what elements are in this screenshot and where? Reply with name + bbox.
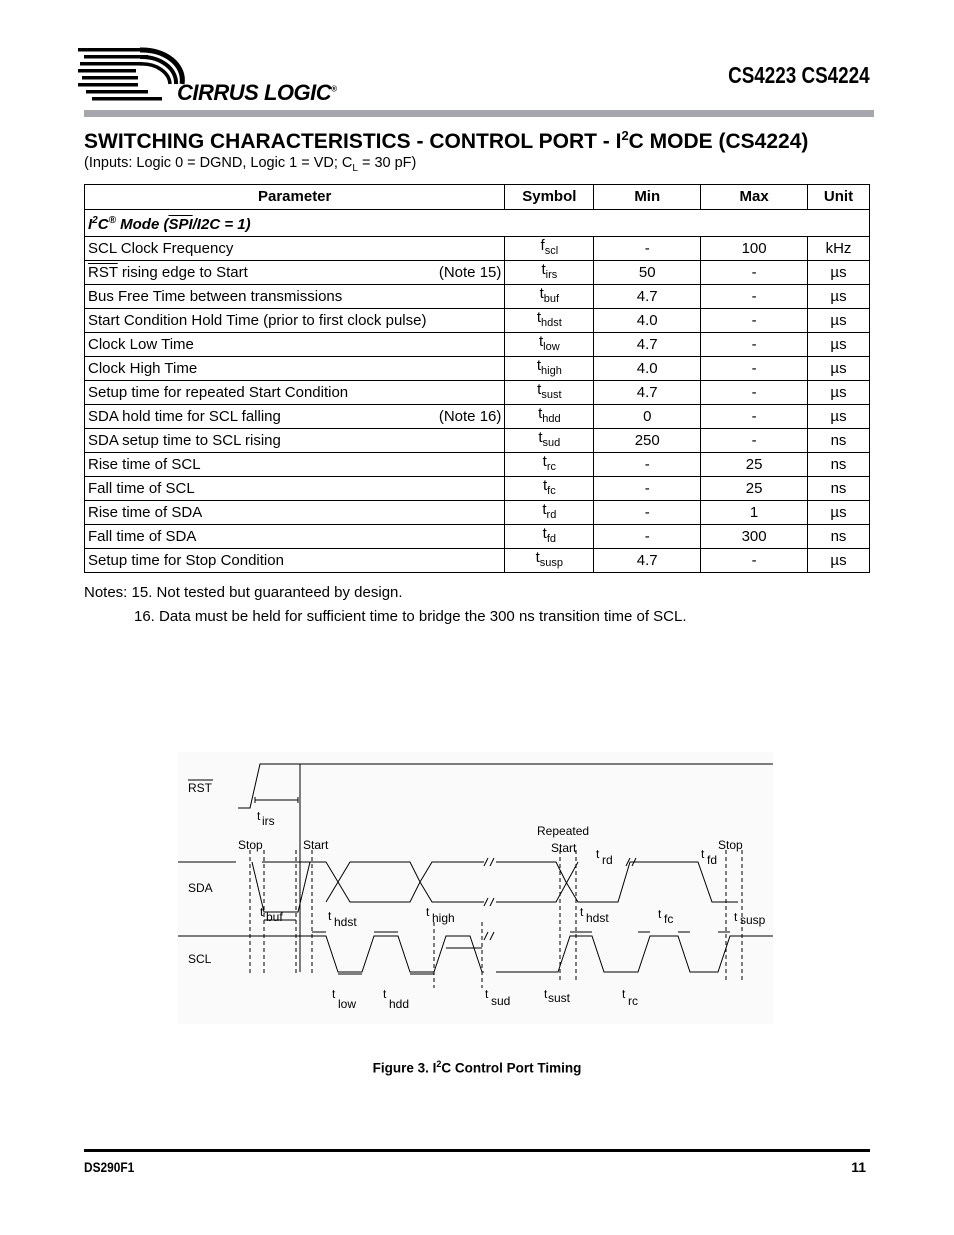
cell-unit: µs (808, 405, 870, 429)
table-row (85, 357, 870, 381)
header-parameter: Parameter (85, 185, 505, 210)
cell-max: - (701, 285, 808, 309)
cell-min: - (594, 501, 701, 525)
mode-i: I (88, 216, 93, 233)
cell-symbol (505, 237, 594, 261)
label-tsud: sud (491, 994, 511, 1008)
label-thdd: hdd (389, 997, 410, 1011)
inputs-post: = 30 pF) (357, 155, 417, 171)
caption-pre: Figure 3. I (372, 1060, 437, 1076)
notes (84, 581, 687, 629)
document-title: CS4223 CS4224 (728, 62, 870, 88)
footer-rule (84, 1149, 870, 1152)
cell-symbol (505, 357, 594, 381)
cell-unit: µs (808, 285, 870, 309)
footer-page-number: 11 (851, 1159, 866, 1175)
cell-unit: µs (808, 381, 870, 405)
timing-waveforms (178, 764, 773, 988)
table-row (85, 501, 870, 525)
param-name: rising edge to Start (117, 263, 248, 281)
t-hdst-t: t (328, 909, 332, 923)
cell-min: - (594, 453, 701, 477)
signal-rst: RST (188, 781, 212, 795)
t-high-t: t (426, 905, 430, 919)
cell-max: - (701, 261, 808, 285)
table-row (85, 261, 870, 285)
cell-min: - (594, 237, 701, 261)
t-fc-t: t (658, 907, 662, 921)
symbol-sub: hdst (541, 317, 562, 329)
t-susp-t: t (734, 910, 738, 924)
table-row (85, 477, 870, 501)
symbol-sub: sud (542, 437, 561, 449)
inputs-condition (84, 155, 416, 174)
inputs-pre: (Inputs: Logic 0 = DGND, Logic 1 = VD; C (84, 155, 353, 171)
note-15: Notes: 15. Not tested but guaranteed by design. (84, 584, 403, 601)
signal-scl: SCL (188, 952, 212, 966)
cell-parameter (85, 405, 505, 429)
symbol-letter: t (541, 261, 546, 278)
event-start: Start (303, 838, 329, 852)
table-row (85, 285, 870, 309)
symbol-sub: irs (545, 269, 558, 281)
table-row (85, 237, 870, 261)
cell-parameter (85, 309, 505, 333)
label-tsusp: susp (740, 913, 766, 927)
cell-symbol (505, 381, 594, 405)
signal-sda: SDA (188, 881, 213, 895)
section-title-pre: SWITCHING CHARACTERISTICS - CONTROL PORT - I (84, 130, 622, 153)
note-16: 16. Data must be held for sufficient time to bridge the 300 ns transition time of SCL. (134, 608, 687, 625)
table-row (85, 333, 870, 357)
cell-parameter (85, 381, 505, 405)
symbol-letter: t (539, 285, 544, 302)
cell-symbol (505, 285, 594, 309)
table-row (85, 381, 870, 405)
cell-unit: µs (808, 309, 870, 333)
cell-parameter (85, 285, 505, 309)
symbol-sub: buf (543, 293, 560, 305)
mode-row (85, 210, 870, 237)
symbol-letter: t (542, 453, 547, 470)
cell-max: - (701, 309, 808, 333)
cell-parameter (85, 477, 505, 501)
cell-min: 4.7 (594, 285, 701, 309)
mode-rest: /I2C = 1) (192, 216, 251, 233)
header-max: Max (701, 185, 808, 210)
label-thigh: high (432, 911, 455, 925)
t-sust-t: t (544, 987, 548, 1001)
cell-unit: ns (808, 525, 870, 549)
header-unit: Unit (808, 185, 870, 210)
label-trd: rd (602, 853, 613, 867)
section-title (84, 128, 808, 154)
cell-parameter (85, 501, 505, 525)
switching-characteristics-table (84, 184, 870, 573)
mode-spi: $\overline{SPI}$ (168, 216, 193, 233)
param-name: Setup time for Stop Condition (88, 551, 284, 569)
param-name: Start Condition Hold Time (prior to first clock pulse) (88, 311, 427, 329)
header-min: Min (594, 185, 701, 210)
t-fd-t: t (701, 847, 705, 861)
note-reference: (Note 16) (438, 407, 502, 425)
cell-min: - (594, 525, 701, 549)
i2c-timing-diagram (178, 752, 773, 1024)
logo-registered-mark: ® (331, 84, 337, 94)
mode-sup: 2 (92, 215, 98, 226)
event-stop-2: Stop (718, 838, 743, 852)
label-tfc: fc (664, 912, 674, 926)
label-tirs: irs (262, 814, 275, 828)
cell-symbol (505, 477, 594, 501)
label-tfd: fd (707, 853, 718, 867)
cell-unit: µs (808, 333, 870, 357)
param-name: SDA setup time to SCL rising (88, 431, 281, 449)
inputs-sub: L (352, 162, 358, 174)
param-name: Bus Free Time between transmissions (88, 287, 343, 305)
t-buf-t: t (260, 905, 264, 919)
cell-parameter (85, 549, 505, 573)
rst-waveform (238, 764, 773, 808)
cell-symbol (505, 261, 594, 285)
cell-unit: µs (808, 549, 870, 573)
param-name: SCL Clock Frequency (88, 239, 234, 257)
cell-min: 250 (594, 429, 701, 453)
cell-unit: ns (808, 453, 870, 477)
cell-symbol (505, 549, 594, 573)
symbol-sub: hdd (542, 413, 561, 425)
param-name: Fall time of SCL (88, 479, 195, 497)
symbol-letter: t (538, 429, 543, 446)
table-row (85, 453, 870, 477)
caption-post: C Control Port Timing (441, 1060, 582, 1076)
label-thdst-2: hdst (586, 911, 609, 925)
symbol-sub: fd (546, 533, 557, 545)
symbol-sub: sust (541, 389, 562, 401)
label-tbuf: buf (266, 910, 283, 924)
cell-unit: ns (808, 429, 870, 453)
logo-text: CIRRUS LOGIC (177, 80, 332, 105)
symbol-letter: t (536, 309, 542, 326)
cell-symbol (505, 429, 594, 453)
note-reference: (Note 15) (438, 263, 502, 281)
symbol-letter: t (542, 477, 548, 494)
section-title-post: C MODE (CS4224) (628, 130, 809, 153)
table-row (85, 525, 870, 549)
cell-max: 1 (701, 501, 808, 525)
cell-max: - (701, 381, 808, 405)
cell-max: - (701, 549, 808, 573)
symbol-letter: t (537, 381, 542, 398)
cell-parameter (85, 333, 505, 357)
cell-min: 4.0 (594, 357, 701, 381)
t-sud-t: t (485, 987, 489, 1001)
symbol-letter: f (540, 237, 545, 254)
table-header-row (85, 185, 870, 210)
symbol-letter: t (535, 549, 540, 566)
symbol-sub: high (541, 365, 562, 377)
cell-unit: µs (808, 501, 870, 525)
cell-min: 4.7 (594, 549, 701, 573)
label-tsust: sust (548, 991, 571, 1005)
symbol-letter: t (542, 525, 547, 542)
cell-max: 300 (701, 525, 808, 549)
param-name: Setup time for repeated Start Condition (88, 383, 349, 401)
cell-unit: µs (808, 261, 870, 285)
header-rule (84, 110, 874, 117)
mode-reg: ® (108, 215, 116, 226)
cell-min: 4.7 (594, 381, 701, 405)
cell-max: 25 (701, 453, 808, 477)
header-symbol: Symbol (505, 185, 594, 210)
cell-min: 4.7 (594, 333, 701, 357)
param-name: Rise time of SDA (88, 503, 203, 521)
symbol-letter: t (542, 501, 547, 518)
symbol-sub: fc (547, 485, 556, 497)
cell-min: 4.0 (594, 309, 701, 333)
event-repeated: Repeated (537, 824, 590, 838)
t-rc-t: t (622, 987, 626, 1001)
mode-c: C (97, 216, 109, 233)
event-stop-1: Stop (238, 838, 263, 852)
table-row (85, 549, 870, 573)
cell-parameter (85, 357, 505, 381)
mode-word: Mode ( (115, 216, 169, 233)
symbol-letter: t (538, 405, 543, 422)
cell-max: 25 (701, 477, 808, 501)
cell-min: 50 (594, 261, 701, 285)
section-title-sup: 2 (621, 128, 629, 143)
logo-wordmark (177, 80, 337, 106)
symbol-sub: scl (544, 245, 559, 257)
table-row (85, 405, 870, 429)
cell-max: - (701, 405, 808, 429)
cell-parameter (85, 525, 505, 549)
t-rd-t: t (596, 847, 600, 861)
cell-symbol (505, 501, 594, 525)
cell-min: - (594, 477, 701, 501)
param-name: Clock High Time (88, 359, 198, 377)
symbol-letter: t (539, 333, 544, 350)
param-name: Rise time of SCL (88, 455, 201, 473)
param-name: Fall time of SDA (88, 527, 197, 545)
table-row (85, 309, 870, 333)
symbol-sub: rc (546, 461, 557, 473)
event-repeated-start: Start (551, 841, 577, 855)
caption-sup: 2 (436, 1059, 442, 1069)
cell-max: 100 (701, 237, 808, 261)
symbol-letter: t (536, 357, 542, 374)
mode-label (85, 210, 870, 237)
figure-caption (0, 1059, 954, 1076)
cell-symbol (505, 333, 594, 357)
symbol-sub: rd (546, 509, 557, 521)
t-hdd-t: t (383, 987, 387, 1001)
label-tlow: low (338, 997, 357, 1011)
label-trc: rc (628, 994, 638, 1008)
cell-max: - (701, 357, 808, 381)
param-overline: $\overline{RST}$ (88, 263, 118, 281)
cell-max: - (701, 429, 808, 453)
t-hdst2-t: t (580, 905, 584, 919)
symbol-sub: low (543, 341, 560, 353)
cell-min: 0 (594, 405, 701, 429)
label-thdst: hdst (334, 915, 357, 929)
cell-max: - (701, 333, 808, 357)
symbol-sub: susp (539, 557, 564, 569)
cell-parameter (85, 261, 505, 285)
cell-symbol (505, 309, 594, 333)
cell-unit: µs (808, 357, 870, 381)
cell-symbol (505, 453, 594, 477)
cell-symbol (505, 405, 594, 429)
table-row (85, 429, 870, 453)
cell-symbol (505, 525, 594, 549)
cell-parameter (85, 453, 505, 477)
cell-unit: ns (808, 477, 870, 501)
t-irs-t: t (257, 809, 261, 823)
param-name: SDA hold time for SCL falling (88, 407, 281, 425)
cell-parameter (85, 429, 505, 453)
cell-parameter (85, 237, 505, 261)
footer-doc-id: DS290F1 (84, 1159, 135, 1175)
param-name: Clock Low Time (88, 335, 194, 353)
cell-unit: kHz (808, 237, 870, 261)
t-low-t: t (332, 987, 336, 1001)
